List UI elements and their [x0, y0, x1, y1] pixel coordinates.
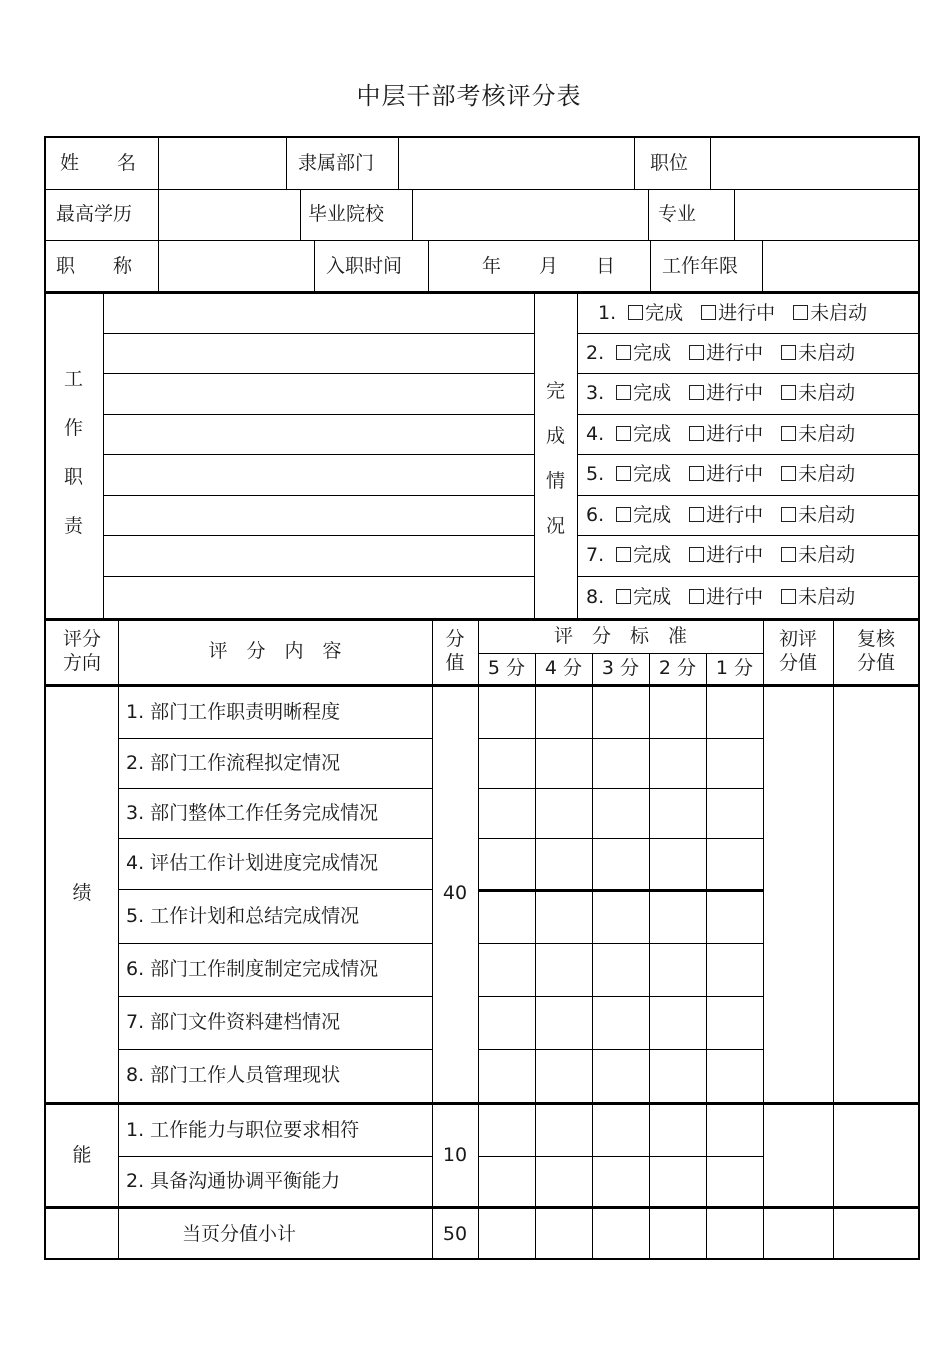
checkbox[interactable] — [616, 547, 631, 562]
checkbox[interactable] — [781, 507, 796, 522]
grid-line — [762, 240, 763, 291]
checkbox[interactable] — [689, 507, 704, 522]
checkbox-label: 未启动 — [798, 503, 856, 526]
grid-line — [118, 943, 432, 944]
status-option-not-started[interactable] — [781, 463, 855, 485]
checkbox-label: 完成 — [633, 503, 672, 526]
status-option-done[interactable] — [628, 302, 683, 324]
checkbox[interactable] — [781, 589, 796, 604]
checkbox-label: 未启动 — [798, 382, 856, 404]
score-item: 3. 部门整体工作任务完成情况 — [126, 801, 379, 824]
grid-line — [300, 189, 301, 240]
duties-label: 工 作 职 责 — [64, 368, 84, 537]
grid-line — [478, 943, 763, 944]
grid-line — [428, 240, 429, 291]
grid-line — [46, 291, 919, 294]
checkbox-label: 未启动 — [798, 422, 856, 445]
grid-line — [478, 996, 763, 997]
status-row-number: 3. — [586, 382, 605, 404]
checkbox-label: 完成 — [633, 382, 672, 404]
grid-line — [158, 240, 159, 291]
grid-line — [478, 889, 763, 892]
grid-line — [478, 620, 479, 1260]
grid-line — [103, 293, 104, 618]
ability-section-label: 能 — [72, 1144, 92, 1167]
checkbox[interactable] — [689, 589, 704, 604]
points-header: 分 值 — [445, 628, 465, 674]
grid-line — [833, 620, 834, 1260]
status-option-not-started[interactable] — [781, 423, 855, 445]
checkbox[interactable] — [689, 426, 704, 441]
hire-date-label: 入职时间 — [326, 255, 403, 277]
grid-line — [478, 1049, 763, 1050]
checkbox-label: 未启动 — [798, 341, 856, 364]
duty-row-line — [103, 535, 534, 536]
review-score-header: 复核 分值 — [856, 628, 895, 674]
checkbox-label: 进行中 — [706, 585, 764, 608]
status-option-done[interactable] — [616, 544, 671, 566]
grid-line — [118, 738, 432, 739]
checkbox[interactable] — [689, 385, 704, 400]
checkbox-label: 进行中 — [706, 382, 764, 404]
grid-line — [577, 293, 578, 618]
grid-line — [412, 189, 413, 240]
status-option-in-progress[interactable] — [689, 423, 763, 445]
grid-line — [158, 138, 159, 189]
status-row-line — [577, 535, 919, 536]
status-row-line — [577, 576, 919, 577]
initial-score-header: 初评 分值 — [778, 628, 817, 674]
checkbox-label: 未启动 — [798, 544, 856, 566]
level-3-header: 3 分 — [601, 657, 640, 680]
checkbox[interactable] — [628, 305, 643, 320]
status-row-number: 8. — [586, 585, 605, 608]
score-item: 1. 部门工作职责明晰程度 — [126, 700, 341, 723]
checkbox[interactable] — [616, 385, 631, 400]
status-row-number: 2. — [586, 341, 605, 364]
major-label: 专业 — [658, 203, 697, 225]
status-option-in-progress[interactable] — [689, 382, 763, 404]
status-row — [586, 465, 873, 484]
checkbox-label: 未启动 — [798, 585, 856, 608]
checkbox[interactable] — [616, 466, 631, 481]
status-row-number: 1. — [598, 301, 617, 324]
status-row — [586, 546, 873, 565]
duty-row-line — [103, 576, 534, 577]
grid-line — [46, 240, 919, 241]
checkbox[interactable] — [616, 589, 631, 604]
direction-header: 评分 方向 — [62, 628, 101, 674]
checkbox-label: 未启动 — [798, 463, 856, 485]
grid-line — [734, 189, 735, 240]
job-title-label: 职 称 — [56, 255, 133, 277]
checkbox[interactable] — [793, 305, 808, 320]
score-item: 2. 具备沟通协调平衡能力 — [126, 1170, 341, 1192]
status-row — [586, 422, 873, 445]
duty-row-line — [103, 454, 534, 455]
checkbox-label: 完成 — [633, 544, 672, 566]
level-1-header: 1 分 — [715, 657, 754, 680]
standard-header: 评 分 标 准 — [553, 624, 687, 647]
score-item: 1. 工作能力与职位要求相符 — [126, 1119, 360, 1141]
status-option-in-progress[interactable] — [701, 302, 775, 324]
status-option-done[interactable] — [616, 382, 671, 404]
checkbox-label: 进行中 — [706, 503, 764, 526]
level-2-header: 2 分 — [658, 657, 697, 680]
status-row — [586, 503, 873, 526]
grid-line — [648, 189, 649, 240]
grid-line — [118, 1156, 432, 1157]
status-option-done[interactable] — [616, 463, 671, 485]
status-option-done[interactable] — [616, 342, 671, 364]
grid-line — [118, 788, 432, 789]
performance-points: 40 — [442, 882, 468, 905]
checkbox-label: 完成 — [633, 341, 672, 364]
grid-line — [650, 240, 651, 291]
score-item: 4. 评估工作计划进度完成情况 — [126, 852, 379, 874]
grid-line — [763, 620, 764, 1260]
grid-line — [649, 654, 650, 1260]
score-item: 5. 工作计划和总结完成情况 — [126, 904, 360, 927]
subtotal-label: 当页分值小计 — [181, 1222, 296, 1245]
evaluation-form — [44, 136, 920, 1260]
status-option-not-started[interactable] — [781, 382, 855, 404]
checkbox[interactable] — [689, 547, 704, 562]
page-title: 中层干部考核评分表 — [356, 82, 582, 110]
checkbox-label: 进行中 — [706, 341, 764, 364]
grid-line — [158, 189, 159, 240]
status-row-line — [577, 414, 919, 415]
checkbox-label: 完成 — [633, 422, 672, 445]
checkbox[interactable] — [781, 466, 796, 481]
checkbox[interactable] — [781, 385, 796, 400]
duty-row-line — [103, 333, 534, 334]
checkbox[interactable] — [701, 305, 716, 320]
checkbox[interactable] — [689, 466, 704, 481]
status-row-line — [577, 454, 919, 455]
duty-row-line — [103, 414, 534, 415]
grid-line — [535, 654, 536, 1260]
checkbox[interactable] — [616, 507, 631, 522]
grid-line — [118, 1049, 432, 1050]
status-option-not-started[interactable] — [793, 302, 867, 324]
grid-line — [46, 1102, 919, 1105]
grid-line — [706, 654, 707, 1260]
name-label: 姓 名 — [60, 152, 137, 174]
department-label: 隶属部门 — [298, 152, 375, 174]
checkbox[interactable] — [616, 345, 631, 360]
level-4-header: 4 分 — [544, 657, 583, 680]
checkbox-label: 进行中 — [706, 463, 764, 485]
grid-line — [118, 620, 119, 1260]
grid-line — [478, 838, 763, 839]
status-option-not-started[interactable] — [781, 342, 855, 364]
status-option-done[interactable] — [616, 586, 671, 608]
checkbox-label: 完成 — [645, 301, 684, 324]
content-header: 评 分 内 容 — [208, 640, 342, 663]
grid-line — [46, 189, 919, 190]
status-row-number: 6. — [586, 503, 605, 526]
status-row-number: 7. — [586, 544, 605, 566]
score-item: 2. 部门工作流程拟定情况 — [126, 751, 341, 774]
score-item: 7. 部门文件资料建档情况 — [126, 1011, 341, 1033]
status-row-number: 5. — [586, 463, 605, 485]
work-years-label: 工作年限 — [662, 255, 739, 277]
level-5-header: 5 分 — [487, 657, 526, 680]
status-option-done[interactable] — [616, 423, 671, 445]
status-option-in-progress[interactable] — [689, 463, 763, 485]
status-row-line — [577, 495, 919, 496]
status-option-in-progress[interactable] — [689, 544, 763, 566]
duty-row-line — [103, 373, 534, 374]
grid-line — [286, 138, 287, 189]
status-option-in-progress[interactable] — [689, 586, 763, 608]
status-row-number: 4. — [586, 422, 605, 445]
status-row-line — [577, 333, 919, 334]
checkbox-label: 未启动 — [810, 301, 868, 324]
checkbox-label: 完成 — [633, 585, 672, 608]
status-option-done[interactable] — [616, 504, 671, 526]
grid-line — [592, 654, 593, 1260]
status-row-line — [577, 373, 919, 374]
checkbox-label: 进行中 — [718, 301, 776, 324]
score-item: 8. 部门工作人员管理现状 — [126, 1064, 341, 1086]
checkbox[interactable] — [616, 426, 631, 441]
status-option-not-started[interactable] — [781, 504, 855, 526]
education-label: 最高学历 — [56, 203, 133, 225]
hire-date-value: 年 月 日 — [482, 255, 616, 277]
grid-line — [314, 240, 315, 291]
status-row — [586, 384, 873, 403]
checkbox-label: 完成 — [633, 463, 672, 485]
score-item: 6. 部门工作制度制定完成情况 — [126, 958, 379, 980]
performance-section-label: 绩 — [72, 882, 92, 905]
checkbox[interactable] — [781, 426, 796, 441]
checkbox[interactable] — [781, 547, 796, 562]
completion-status-label: 完 成 情 况 — [546, 380, 566, 537]
checkbox[interactable] — [781, 345, 796, 360]
grid-line — [710, 138, 711, 189]
status-option-not-started[interactable] — [781, 586, 855, 608]
subtotal-value: 50 — [442, 1222, 468, 1245]
grid-line — [478, 788, 763, 789]
grid-line — [478, 738, 763, 739]
grid-line — [534, 293, 535, 618]
grid-line — [634, 138, 635, 189]
grid-line — [478, 1156, 763, 1157]
grid-line — [118, 838, 432, 839]
status-option-in-progress[interactable] — [689, 342, 763, 364]
checkbox-label: 进行中 — [706, 544, 764, 566]
position-label: 职位 — [650, 152, 689, 174]
checkbox-label: 进行中 — [706, 422, 764, 445]
school-label: 毕业院校 — [308, 203, 385, 225]
grid-line — [118, 889, 432, 890]
grid-line — [118, 996, 432, 997]
status-row — [586, 585, 873, 608]
grid-line — [46, 684, 919, 687]
status-row — [586, 341, 873, 364]
checkbox[interactable] — [689, 345, 704, 360]
ability-points: 10 — [442, 1144, 468, 1167]
duty-row-line — [103, 495, 534, 496]
status-option-not-started[interactable] — [781, 544, 855, 566]
status-row — [598, 301, 885, 324]
grid-line — [398, 138, 399, 189]
status-option-in-progress[interactable] — [689, 504, 763, 526]
